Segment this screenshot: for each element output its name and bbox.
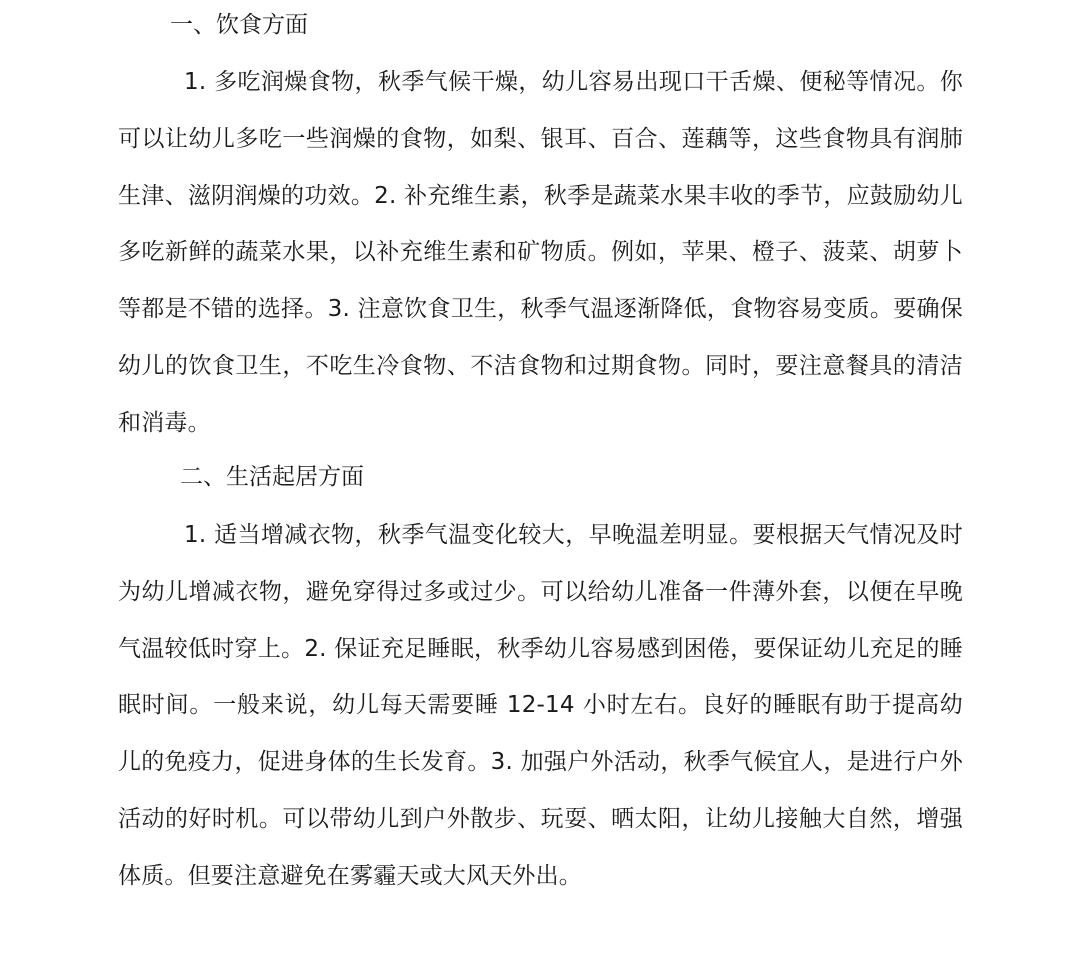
section-heading-daily-life: 二、生活起居方面 — [180, 464, 364, 490]
section-paragraph-diet: 1. 多吃润燥食物，秋季气候干燥，幼儿容易出现口干舌燥、便秘等情况。你可以让幼儿多吃一些润燥的食物，如梨、银耳、百合、莲藕等，这些食物具有润肺生津、滋阴润燥的功效。2. 补充维生素，秋季是蔬菜水果丰收的季节，应鼓励幼儿多吃新鲜的蔬菜水果，以补充维生素和矿物质。例如，苹果、橙子、菠菜、胡萝卜等都是不错的选择。3. 注意饮食卫生，秋季气温逐渐降低，食物容易变质。要确保幼儿的饮食卫生，不吃生冷食物、不洁食物和过期食物。同时，要注意餐具的清洁和消毒。 — [118, 69, 963, 436]
section-heading-diet: 一、饮食方面 — [170, 12, 308, 38]
section-paragraph-daily-life: 1. 适当增减衣物，秋季气温变化较大，早晚温差明显。要根据天气情况及时为幼儿增减衣物，避免穿得过多或过少。可以给幼儿准备一件薄外套，以便在早晚气温较低时穿上。2. 保证充足睡眠，秋季幼儿容易感到困倦，要保证幼儿充足的睡眠时间。一般来说，幼儿每天需要睡 12-14 小时左右。良好的睡眠有助于提高幼儿的免疫力，促进身体的生长发育。3. 加强户外活动，秋季气候宜人，是进行户外活动的好时机。可以带幼儿到户外散步、玩耍、晒太阳，让幼儿接触大自然，增强体质。但要注意避免在雾霾天或大风天外出。 — [118, 522, 963, 889]
